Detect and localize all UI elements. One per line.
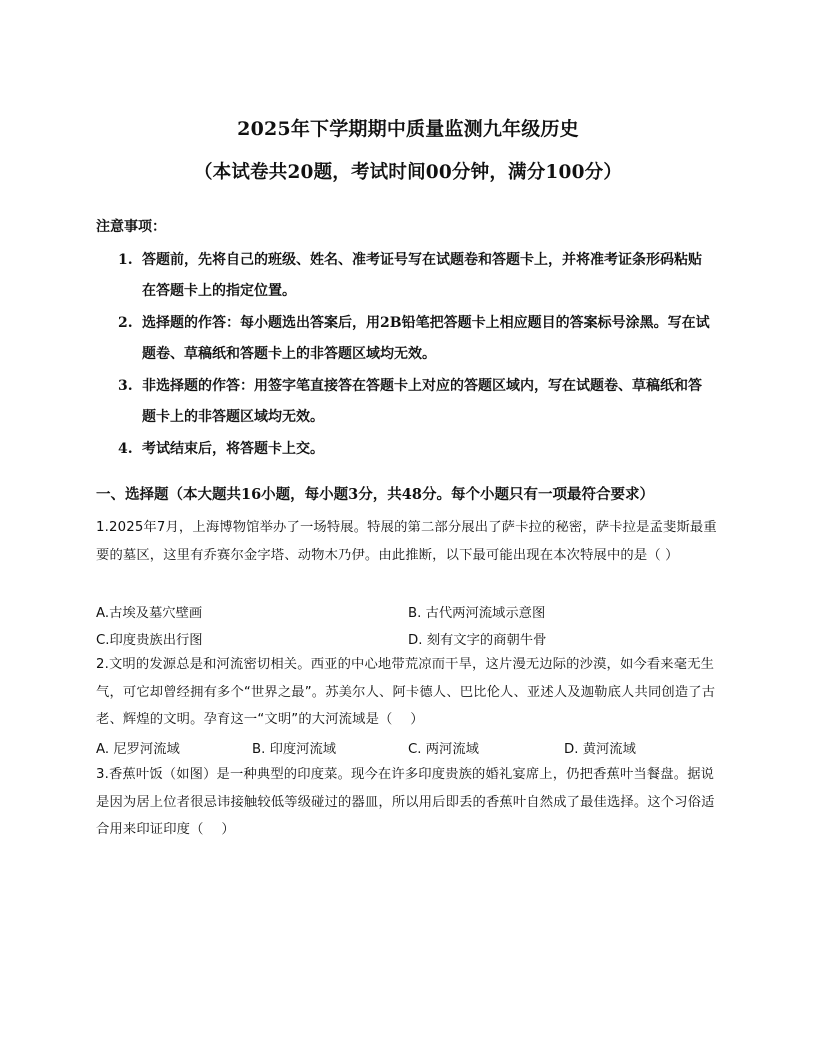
section-heading: 一、选择题（本大题共16小题，每小题3分，共48分。每个小题只有一项最符合要求） <box>96 486 654 503</box>
question-stem: 2.文明的发源总是和河流密切相关。西亚的中心地带荒凉而干旱，这片漫无边际的沙漠，如今看来毫无生气，可它却曾经拥有多个“世界之最”。苏美尔人、阿卡德人、巴比伦人、亚述人及迦勒底人共同创造了古老、辉煌的文明。孕育这一“文明”的大河流域是（ ） <box>96 657 716 727</box>
option-a: A.古埃及墓穴壁画 <box>96 606 203 621</box>
notice-item <box>118 434 718 465</box>
question-stem: 3.香蕉叶饭（如图）是一种典型的印度菜。现今在许多印度贵族的婚礼宴席上，仍把香蕉叶当餐盘。据说是因为居上位者很忌讳接触较低等级碰过的器皿，所以用后即丢的香蕉叶自然成了最佳选择。这个习俗适合用来印证印度（ ） <box>96 767 715 837</box>
notice-item-text: 选择题的作答：每小题选出答案后，用2B铅笔把答题卡上相应题目的答案标号涂黑。写在试题卷、草稿纸和答题卡上的非答题区域均无效。 <box>142 315 710 362</box>
option-d: D. 刻有文字的商朝牛骨 <box>408 633 547 648</box>
notice-heading: 注意事项： <box>96 219 166 235</box>
notice-item-number: 1. <box>118 252 133 268</box>
notice-item-number: 3. <box>118 378 133 394</box>
page-subtitle: （本试卷共20题，考试时间00分钟，满分100分） <box>193 162 623 183</box>
notice-item-number: 4. <box>118 441 133 457</box>
option-a: A. 尼罗河流域 <box>96 742 180 757</box>
page-title: 2025年下学期期中质量监测九年级历史 <box>237 118 579 140</box>
option-c: C. 两河流域 <box>408 742 479 757</box>
question-stem: 1.2025年7月，上海博物馆举办了一场特展。特展的第二部分展出了萨卡拉的秘密，萨卡拉是孟斐斯最重要的墓区，这里有乔赛尔金字塔、动物木乃伊。由此推断，以下最可能出现在本次特展中的是（ ） <box>96 520 717 563</box>
notice-item <box>118 308 718 370</box>
option-c: C.印度贵族出行图 <box>96 633 203 648</box>
option-b: B. 印度河流域 <box>252 742 337 757</box>
notice-item <box>118 371 718 433</box>
option-b: B. 古代两河流域示意图 <box>408 606 546 621</box>
notice-item-text: 答题前，先将自己的班级、姓名、准考证号写在试题卷和答题卡上，并将准考证条形码粘贴在答题卡上的指定位置。 <box>142 252 702 299</box>
notice-item-text: 考试结束后，将答题卡上交。 <box>142 441 324 457</box>
notice-item <box>118 245 718 307</box>
notice-item-number: 2. <box>118 315 133 331</box>
option-d: D. 黄河流域 <box>564 742 636 757</box>
notice-item-text: 非选择题的作答：用签字笔直接答在答题卡上对应的答题区域内，写在试题卷、草稿纸和答题卡上的非答题区域均无效。 <box>142 378 702 425</box>
